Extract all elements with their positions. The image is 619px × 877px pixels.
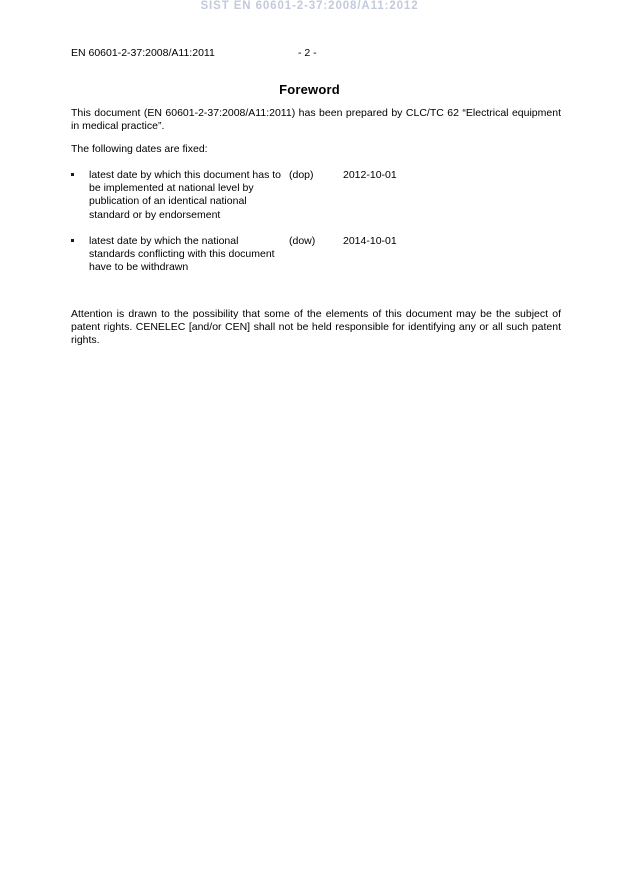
list-item-description: latest date by which this document has to be implemented at national level by publication of an identical national standard or by endorsement [89,169,282,221]
dates-intro-paragraph: The following dates are fixed: [71,143,208,155]
list-item [71,235,561,275]
list-item-code: (dow) [289,235,316,247]
list-item-description: latest date by which the national standards conflicting with this document have to be withdrawn [89,235,275,274]
running-header [71,47,561,60]
list-item [71,169,561,222]
page-number: - 2 - [298,47,317,59]
bullet-icon [71,173,74,176]
intro-paragraph: This document (EN 60601-2-37:2008/A11:2011) has been prepared by CLC/TC 62 “Electrical equipment in medical practice”. [71,107,561,133]
patent-rights-paragraph: Attention is drawn to the possibility that some of the elements of this document may be the subject of patent rights. CENELEC [and/or CEN] shall not be held responsible for identifying any or all such patent rights. [71,308,561,347]
list-item-date: 2014-10-01 [343,235,397,247]
page-title: Foreword [279,82,340,97]
list-item-code: (dop) [289,169,314,181]
standard-reference: EN 60601-2-37:2008/A11:2011 [71,47,215,59]
list-item-date: 2012-10-01 [343,169,397,181]
bullet-icon [71,239,74,242]
watermark-header: SIST EN 60601-2-37:2008/A11:2012 [200,0,419,12]
fixed-dates-list [71,169,561,275]
